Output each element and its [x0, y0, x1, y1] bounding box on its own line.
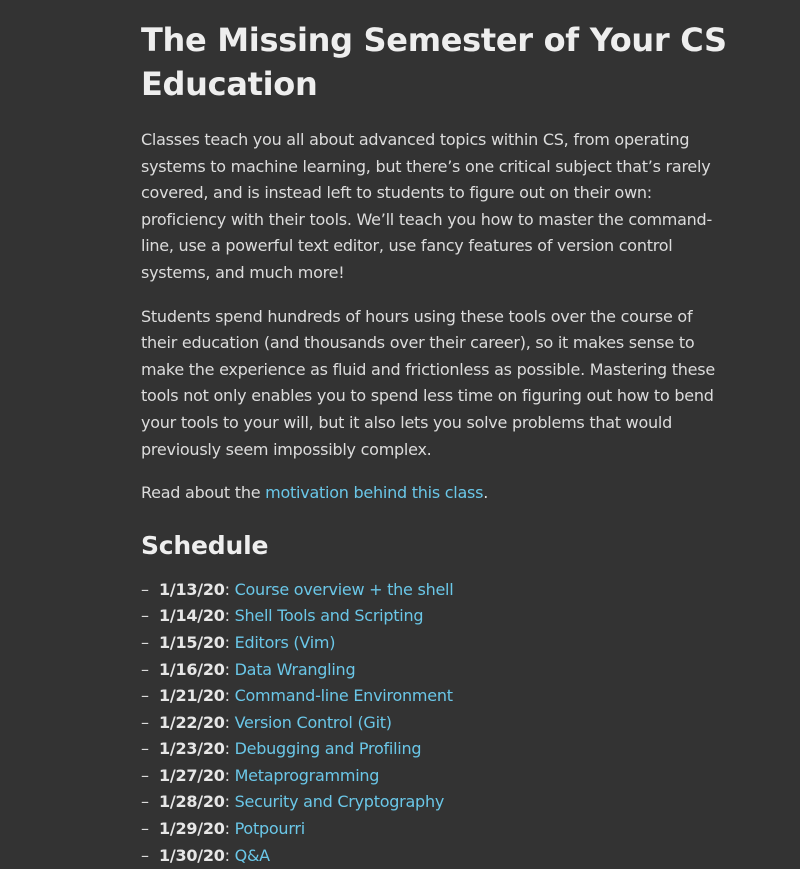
schedule-date: 1/30/20 [159, 845, 225, 865]
schedule-item [141, 657, 731, 684]
schedule-separator: : [224, 606, 235, 626]
schedule-link[interactable]: Data Wrangling [234, 659, 356, 679]
schedule-link[interactable]: Course overview + the shell [234, 579, 454, 599]
schedule-link[interactable]: Q&A [234, 845, 270, 865]
schedule-link[interactable]: Security and Cryptography [234, 792, 445, 812]
list-bullet: – [141, 819, 149, 839]
schedule-item [141, 736, 731, 763]
schedule-separator: : [224, 765, 235, 785]
list-bullet: – [141, 845, 149, 865]
list-bullet: – [141, 606, 149, 626]
schedule-separator: : [224, 659, 235, 679]
schedule-item [141, 763, 731, 790]
list-bullet: – [141, 579, 149, 599]
schedule-separator: : [224, 819, 235, 839]
schedule-separator: : [224, 845, 235, 865]
schedule-link[interactable]: Shell Tools and Scripting [234, 606, 424, 626]
schedule-separator: : [224, 712, 235, 732]
schedule-separator: : [224, 792, 235, 812]
motivation-paragraph [141, 480, 731, 507]
schedule-item [141, 630, 731, 657]
schedule-date: 1/21/20 [159, 686, 225, 706]
schedule-date: 1/22/20 [159, 712, 225, 732]
schedule-date: 1/27/20 [159, 765, 225, 785]
schedule-date: 1/16/20 [159, 659, 225, 679]
schedule-separator: : [224, 686, 235, 706]
schedule-date: 1/29/20 [159, 819, 225, 839]
schedule-link[interactable]: Potpourri [234, 819, 305, 839]
schedule-separator: : [224, 739, 235, 759]
schedule-separator: : [224, 579, 235, 599]
list-bullet: – [141, 739, 149, 759]
schedule-date: 1/28/20 [159, 792, 225, 812]
list-bullet: – [141, 765, 149, 785]
list-bullet: – [141, 686, 149, 706]
schedule-item [141, 843, 731, 869]
motivation-prefix: Read about the [141, 483, 266, 503]
schedule-link[interactable]: Editors (Vim) [234, 632, 336, 652]
schedule-separator: : [224, 632, 235, 652]
schedule-link[interactable]: Version Control (Git) [234, 712, 392, 732]
main-content [141, 18, 731, 869]
motivation-link[interactable]: motivation behind this class [265, 483, 484, 503]
schedule-date: 1/23/20 [159, 739, 225, 759]
schedule-link[interactable]: Metaprogramming [234, 765, 380, 785]
list-bullet: – [141, 712, 149, 732]
schedule-date: 1/15/20 [159, 632, 225, 652]
schedule-item [141, 577, 731, 604]
list-bullet: – [141, 632, 149, 652]
schedule-item [141, 816, 731, 843]
intro-paragraph-1: Classes teach you all about advanced topics within CS, from operating systems to machine learning, but there’s one critical subject that’s rarely covered, and is instead left to students to figure out on their own: proficiency with their tools. We’ll teach you how to master the command-line, use a powerful text editor, use fancy features of version control systems, and much more! [141, 130, 712, 282]
list-bullet: – [141, 659, 149, 679]
schedule-heading: Schedule [141, 530, 269, 560]
schedule-item [141, 603, 731, 630]
schedule-link[interactable]: Command-line Environment [234, 686, 453, 706]
schedule-date: 1/14/20 [159, 606, 225, 626]
schedule-date: 1/13/20 [159, 579, 225, 599]
schedule-item [141, 710, 731, 737]
schedule-link[interactable]: Debugging and Profiling [234, 739, 422, 759]
page-title: The Missing Semester of Your CS Education [141, 21, 727, 103]
schedule-list [141, 577, 731, 869]
schedule-item [141, 789, 731, 816]
list-bullet: – [141, 792, 149, 812]
motivation-suffix: . [483, 483, 489, 503]
intro-paragraph-2: Students spend hundreds of hours using these tools over the course of their education (and thousands over their career), so it makes sense to make the experience as fluid and frictionless as possible. Mastering these tools not only enables you to spend less time on figuring out how to bend your tools to your will, but it also lets you solve problems that would previously seem impossibly complex. [141, 306, 715, 459]
schedule-item [141, 683, 731, 710]
